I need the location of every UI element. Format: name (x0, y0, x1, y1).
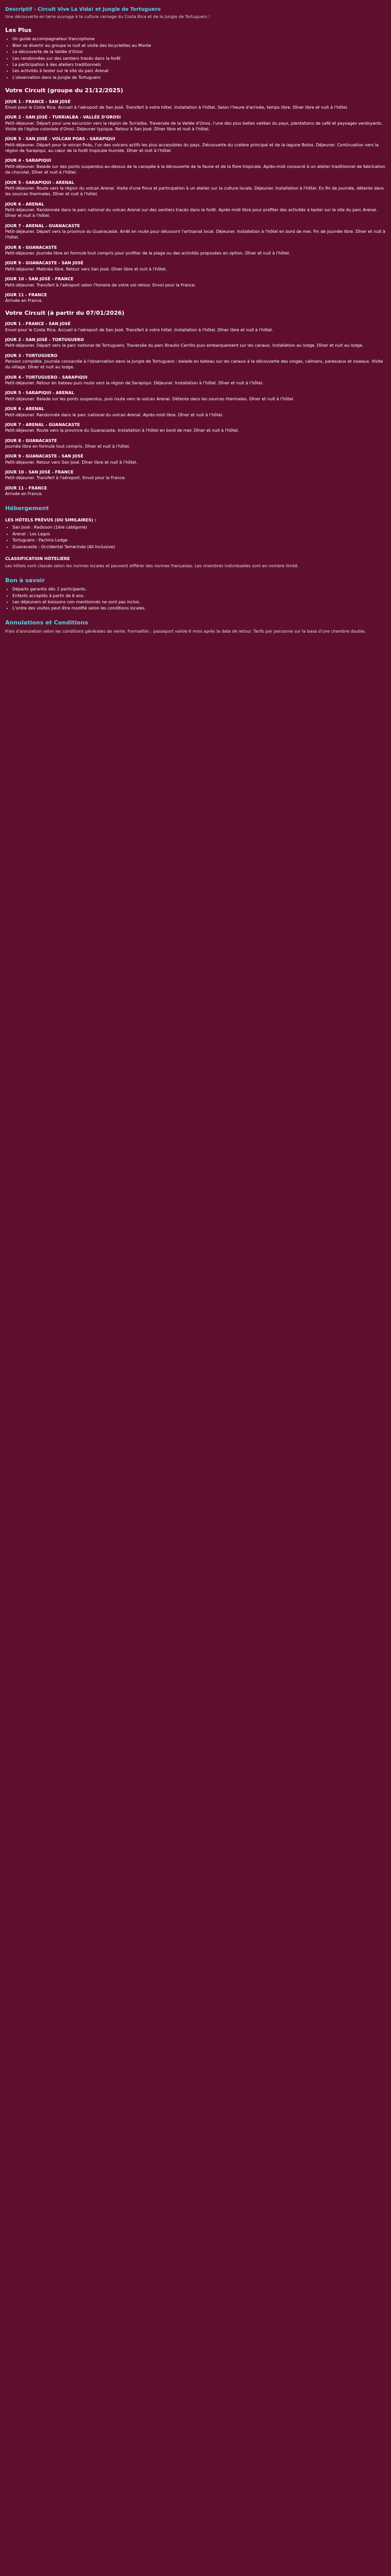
day-text: Envol pour le Costa Rica. Accueil à l'aéroport de San José. Transfert à votre hôtel. Installation à l'hôtel. Dîner libre et nuit à l'hôtel. (5, 327, 273, 332)
day-text: Petit-déjeuner. Retour en bateau puis route vers la région de Sarapiqui. Déjeuner. Installation à l'hôtel. Dîner et nuit à l'hôtel. (5, 381, 264, 386)
good-to-know-item: • Les déjeuners et boissons non mentionnés ne sont pas inclus. (12, 599, 386, 605)
accommodation-item: • Guanacaste : Occidental Tamarindo (All Inclusive) (12, 544, 386, 550)
accommodation-item: • San José : Radisson (1ère catégorie) (12, 524, 386, 530)
day-text: Arrivée en France. (5, 492, 43, 497)
day-text: Petit-déjeuner. Journée libre en formule tout compris pour profiter de la plage ou des activités proposées en option. Dîner et nuit à l'hôtel. (5, 251, 290, 256)
day-text: Petit-déjeuner. Transfert à l'aéroport selon l'horaire de votre vol retour. Envol pour la France. (5, 282, 196, 287)
page-title: Descriptif - Circuit Vive La Vida! et Jungle de Tortuguero (5, 7, 161, 12)
day-text: Journée libre en formule tout compris. Dîner et nuit à l'hôtel. (5, 444, 131, 449)
day-head: JOUR 11 - FRANCE (5, 485, 47, 490)
trip2-days (5, 321, 386, 497)
day-head: JOUR 5 - SARAPIQUI - ARENAL (5, 391, 74, 396)
highlight-item: • Les activités à tester sur le site du parc Arenal (12, 68, 386, 74)
day-head: JOUR 7 - ARENAL - GUANACASTE (5, 223, 80, 228)
trip1-days (5, 99, 386, 304)
accommodation-item: • Arenal : Los Lagos (12, 531, 386, 537)
day-text: Petit-déjeuner. Matinée libre. Retour vers San José. Dîner libre et nuit à l'hôtel. (5, 266, 167, 272)
day-head: JOUR 9 - GUANACASTE - SAN JOSÉ (5, 454, 84, 459)
day-text: Petit-déjeuner. Départ vers la province du Guanacaste. Arrêt en route pour découvrir l'artisanat local. Déjeuner. Installation à l'hôtel en bord de mer. Fin de journée libre. Dîner et nuit à l'hôtel. (5, 229, 385, 240)
classification-text: Les hôtels sont classés selon les normes locales et peuvent différer des normes françaises. Les chambres individuelles sont en nombre limité. (5, 564, 299, 569)
day-text: Petit-déjeuner. Départ vers le parc national de Tortuguero. Traversée du parc Braulio Carrillo puis embarquement sur les canaux. Installation au lodge. Dîner et nuit au lodge. (5, 343, 364, 348)
cancellation-text: Frais d'annulation selon les conditions générales de vente. Formalités : passeport valide 6 mois après la date de retour. Tarifs par personne sur la base d'une chambre double. (5, 629, 366, 634)
accommodation-list (5, 524, 386, 549)
day-text: Envol pour le Costa Rica. Accueil à l'aéroport de San José. Transfert à votre hôtel. Installation à l'hôtel. Selon l'heure d'arrivée, temps libre. Dîner libre et nuit à l'hôtel. (5, 105, 349, 110)
day-head: JOUR 3 - TORTUGUERO (5, 353, 58, 358)
highlight-item: • Les randonnées sur des sentiers tracés dans la forêt (12, 56, 386, 61)
highlights-list (5, 36, 386, 80)
day-text: Petit-déjeuner. Randonnée dans le parc national du volcan Arenal. Après-midi libre. Dîner et nuit à l'hôtel. (5, 412, 223, 417)
day-text: Petit-déjeuner. Départ pour le volcan Poás, l'un des volcans actifs les plus accessibles du pays. Découverte du cratère principal et de la lagune Botos. Déjeuner. Continuation vers la région de Sarapiqui, au cœur de la forêt tropicale humide. Dîner et nuit à l'hôtel. (5, 142, 379, 154)
highlight-item: • Bien se divertir au groupe la nuit et visite des bicyclettes au Monte (12, 43, 386, 48)
day-text: Petit-déjeuner. Balade sur les ponts suspendus, puis route vers le volcan Arenal. Détente dans les sources thermales. Dîner et nuit à l'hôtel. (5, 396, 295, 401)
day-head: JOUR 8 - GUANACASTE (5, 438, 57, 443)
day-head: JOUR 4 - TORTUGUERO - SARAPIQUI (5, 375, 88, 380)
day-text: Arrivée en France. (5, 298, 43, 303)
highlight-item: • La participation à des ateliers traditionnels (12, 62, 386, 67)
day-head: JOUR 7 - ARENAL - GUANACASTE (5, 422, 80, 427)
day-text: Pension complète. Journée consacrée à l'observation dans la Jungle de Tortuguero : balade en bateau sur les canaux à la découverte des singes, caïmans, paresseux et oiseaux. Visite du village. Dîner et nuit au lodge. (5, 359, 383, 370)
day-head: JOUR 6 - ARENAL (5, 406, 44, 412)
cancellation-title: Annulations et Conditions (5, 619, 88, 626)
day-head: JOUR 10 - SAN JOSÉ - FRANCE (5, 470, 74, 475)
document (0, 0, 391, 647)
day-head: JOUR 10 - SAN JOSÉ - FRANCE (5, 277, 74, 282)
day-head: JOUR 2 - SAN JOSÉ - TURRIALBA - VALLÉE D'OROSI (5, 115, 121, 120)
page-subtitle: Une découverte en terre ouvrage à la culture carnage du Costa Rica et de la Jungle de Tortuguero ! (5, 14, 210, 20)
day-text: Petit-déjeuner. Route vers la province du Guanacaste. Installation à l'hôtel en bord de mer. Dîner et nuit à l'hôtel. (5, 428, 239, 433)
accommodation-title: Hébergement (5, 504, 49, 512)
day-text: Petit-déjeuner. Retour vers San José. Dîner libre et nuit à l'hôtel. (5, 460, 138, 465)
day-head: JOUR 1 - FRANCE - SAN JOSÉ (5, 99, 71, 104)
accommodation-item: • Tortuguero : Pachira Lodge (12, 537, 386, 543)
highlight-item: • La découverte de la Vallée d'Orosi (12, 49, 386, 55)
day-head: JOUR 4 - SARAPIQUI (5, 158, 52, 163)
day-head: JOUR 6 - ARENAL (5, 201, 44, 207)
classification-title: CLASSIFICATION HÔTELIÈRE (5, 556, 70, 561)
day-text: Petit-déjeuner. Départ pour une excursion vers la région de Turrialba. Traversée de la Vallée d'Orosi, l'une des plus belles vallées du pays, plantations de café et paysages verdoyants. Visite de l'église coloniale d'Orosi. Déjeuner typique. Retour à San José. Dîner libre et nuit à l'hôtel. (5, 121, 383, 132)
highlight-item: • Un guide accompagnateur francophone (12, 36, 386, 42)
day-head: JOUR 5 - SARAPIQUI - ARENAL (5, 180, 74, 185)
day-text: Petit-déjeuner. Route vers la région du volcan Arenal. Visite d'une finca et participation à un atelier sur la culture locale. Déjeuner. Installation à l'hôtel. En fin de journée, détente dans les sources thermales. Dîner et nuit à l'hôtel. (5, 185, 384, 197)
good-to-know-item: • L'ordre des visites peut être modifié selon les conditions locales. (12, 605, 386, 611)
day-head: JOUR 9 - GUANACASTE - SAN JOSÉ (5, 261, 84, 266)
highlight-item: • L'observation dans la Jungle de Tortuguero (12, 75, 386, 80)
day-head: JOUR 1 - FRANCE - SAN JOSÉ (5, 321, 71, 327)
day-head: JOUR 2 - SAN JOSÉ - TORTUGUERO (5, 337, 84, 342)
good-to-know-item: • Enfants acceptés à partir de 6 ans. (12, 593, 386, 599)
day-head: JOUR 8 - GUANACASTE (5, 245, 57, 250)
day-text: Petit-déjeuner. Balade sur des ponts suspendus au-dessus de la canopée à la découverte de la faune et de la flore tropicale. Après-midi consacré à un atelier traditionnel de fabrication de chocolat. Dîner et nuit à l'hôtel. (5, 164, 385, 175)
accommodation-subtitle: LES HÔTELS PRÉVUS (OU SIMILAIRES) : (5, 518, 96, 523)
good-to-know-item: • Départs garantis dès 2 participants. (12, 586, 386, 592)
highlights-title: Les Plus (5, 26, 32, 33)
good-to-know-title: Bon à savoir (5, 577, 45, 584)
day-head: JOUR 3 - SAN JOSÉ - VOLCAN POAS - SARAPIQUI (5, 137, 116, 142)
day-text: Petit-déjeuner. Randonnée dans le parc national du volcan Arenal sur des sentiers tracés dans la forêt. Après-midi libre pour profiter des activités à tester sur le site du parc Arenal. Dîner et nuit à l'hôtel. (5, 207, 378, 218)
good-to-know-list (5, 586, 386, 611)
day-head: JOUR 11 - FRANCE (5, 292, 47, 297)
trip2-title: Votre Circuit (à partir du 07/01/2026) (5, 309, 125, 316)
day-text: Petit-déjeuner. Transfert à l'aéroport. Envol pour la France. (5, 476, 126, 481)
trip1-title: Votre Circuit (groupe du 21/12/2025) (5, 87, 123, 94)
